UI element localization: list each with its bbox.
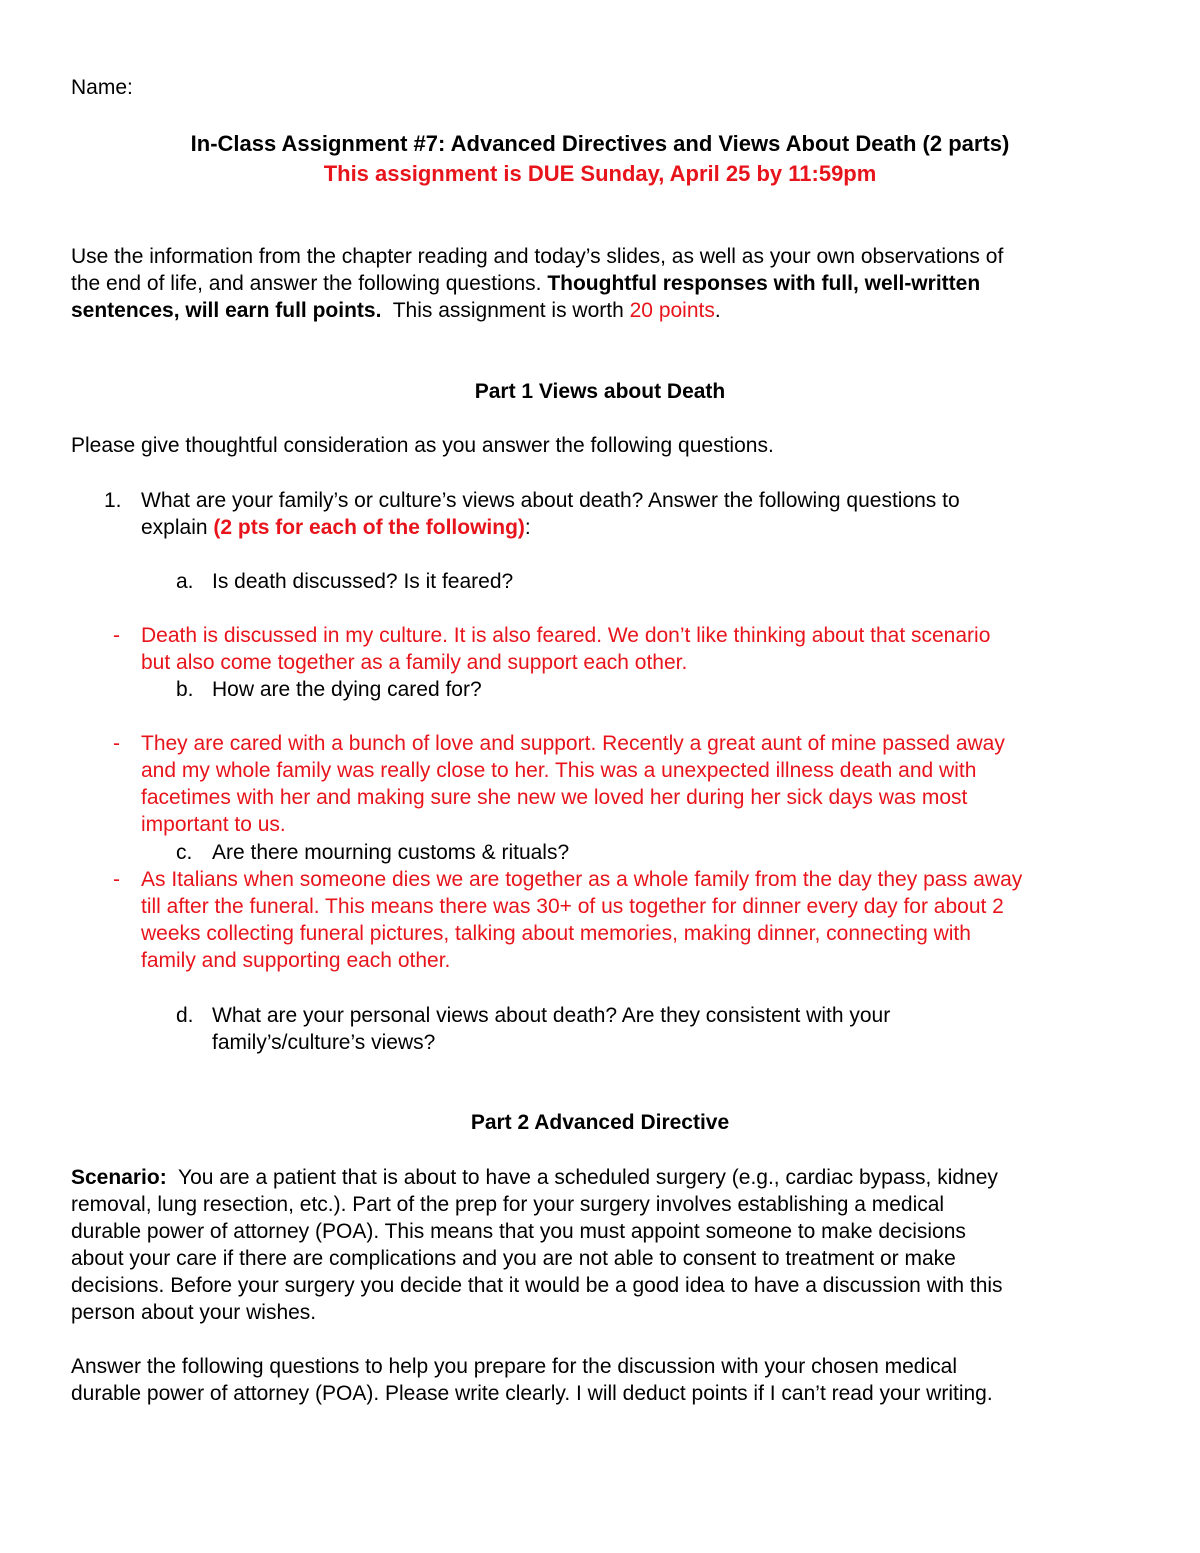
answer-a-line-1: Death is discussed in my culture. It is also feared. We don’t like thinking about that scenario bbox=[141, 624, 991, 647]
name-label: Name: bbox=[71, 76, 133, 99]
answer-c-line-3: weeks collecting funeral pictures, talking about memories, making dinner, connecting with bbox=[141, 922, 971, 945]
sub-c-letter: c. bbox=[176, 841, 193, 864]
scenario-line-3: durable power of attorney (POA). This means that you must appoint someone to make decisions bbox=[71, 1220, 966, 1243]
sub-a-letter: a. bbox=[176, 570, 194, 593]
answer-c-dash: - bbox=[113, 868, 120, 891]
assignment-title: In-Class Assignment #7: Advanced Directives and Views About Death (2 parts) bbox=[190, 131, 1010, 156]
intro-line-3-end: . bbox=[714, 299, 721, 322]
points-note: (2 pts for each of the following) bbox=[213, 516, 525, 539]
intro-line-1: Use the information from the chapter reading and today’s slides, as well as your own observations of bbox=[71, 245, 1004, 268]
points-value: 20 points bbox=[629, 299, 715, 322]
intro-line-2-plain: the end of life, and answer the following questions. bbox=[71, 272, 548, 295]
part2-heading: Part 2 Advanced Directive bbox=[470, 1111, 730, 1134]
instructions-line-2: durable power of attorney (POA). Please write clearly. I will deduct points if I can’t read your writing. bbox=[71, 1382, 993, 1405]
answer-b-line-2: and my whole family was really close to her. This was a unexpected illness death and with bbox=[141, 759, 977, 782]
answer-c-line-4: family and supporting each other. bbox=[141, 949, 451, 972]
sub-a-question: Is death discussed? Is it feared? bbox=[212, 570, 514, 593]
sub-d-letter: d. bbox=[176, 1004, 194, 1027]
answer-c-line-2: till after the funeral. This means there was 30+ of us together for dinner every day for about 2 bbox=[141, 895, 1004, 918]
scenario-label: Scenario: bbox=[71, 1166, 167, 1189]
instructions-line-1: Answer the following questions to help you prepare for the discussion with your chosen medical bbox=[71, 1355, 957, 1378]
due-date: This assignment is DUE Sunday, April 25 by 11:59pm bbox=[323, 161, 877, 186]
question-1-number: 1. bbox=[104, 489, 122, 512]
question-1-line-2 bbox=[141, 514, 531, 541]
sub-b-letter: b. bbox=[176, 678, 194, 701]
scenario-line-6: person about your wishes. bbox=[71, 1301, 317, 1324]
sub-d-question-line-2: family’s/culture’s views? bbox=[212, 1031, 436, 1054]
answer-c-line-1: As Italians when someone dies we are together as a whole family from the day they pass away bbox=[141, 868, 1023, 891]
sub-b-question: How are the dying cared for? bbox=[212, 678, 482, 701]
answer-a-line-2: but also come together as a family and support each other. bbox=[141, 651, 688, 674]
answer-b-dash: - bbox=[113, 732, 120, 755]
question-1-line-2-plain: explain bbox=[141, 516, 214, 539]
scenario-line-2: removal, lung resection, etc.). Part of the prep for your surgery involves establishing a medical bbox=[71, 1193, 945, 1216]
scenario-line-1 bbox=[71, 1164, 998, 1191]
scenario-line-4: about your care if there are complications and you are not able to consent to treatment or make bbox=[71, 1247, 956, 1270]
question-1-line-2-end: : bbox=[524, 516, 531, 539]
intro-line-2 bbox=[71, 270, 980, 297]
answer-b-line-4: important to us. bbox=[141, 813, 286, 836]
intro-line-3-plain: This assignment is worth bbox=[381, 299, 630, 322]
answer-b-line-1: They are cared with a bunch of love and support. Recently a great aunt of mine passed away bbox=[141, 732, 1005, 755]
part1-instruction: Please give thoughtful consideration as you answer the following questions. bbox=[71, 434, 774, 457]
intro-line-3 bbox=[71, 297, 721, 324]
sub-c-question: Are there mourning customs & rituals? bbox=[212, 841, 570, 864]
answer-a-dash: - bbox=[113, 624, 120, 647]
part1-heading: Part 1 Views about Death bbox=[474, 380, 726, 403]
scenario-line-5: decisions. Before your surgery you decide that it would be a good idea to have a discussion with this bbox=[71, 1274, 1003, 1297]
answer-b-line-3: facetimes with her and making sure she new we loved her during her sick days was most bbox=[141, 786, 968, 809]
question-1-line-1: What are your family’s or culture’s views about death? Answer the following questions to bbox=[141, 489, 960, 512]
scenario-line-1-text: You are a patient that is about to have a scheduled surgery (e.g., cardiac bypass, kidney bbox=[166, 1166, 998, 1189]
intro-line-3-bold: sentences, will earn full points. bbox=[71, 299, 382, 322]
sub-d-question-line-1: What are your personal views about death? Are they consistent with your bbox=[212, 1004, 891, 1027]
intro-line-2-bold: Thoughtful responses with full, well-written bbox=[547, 272, 981, 295]
